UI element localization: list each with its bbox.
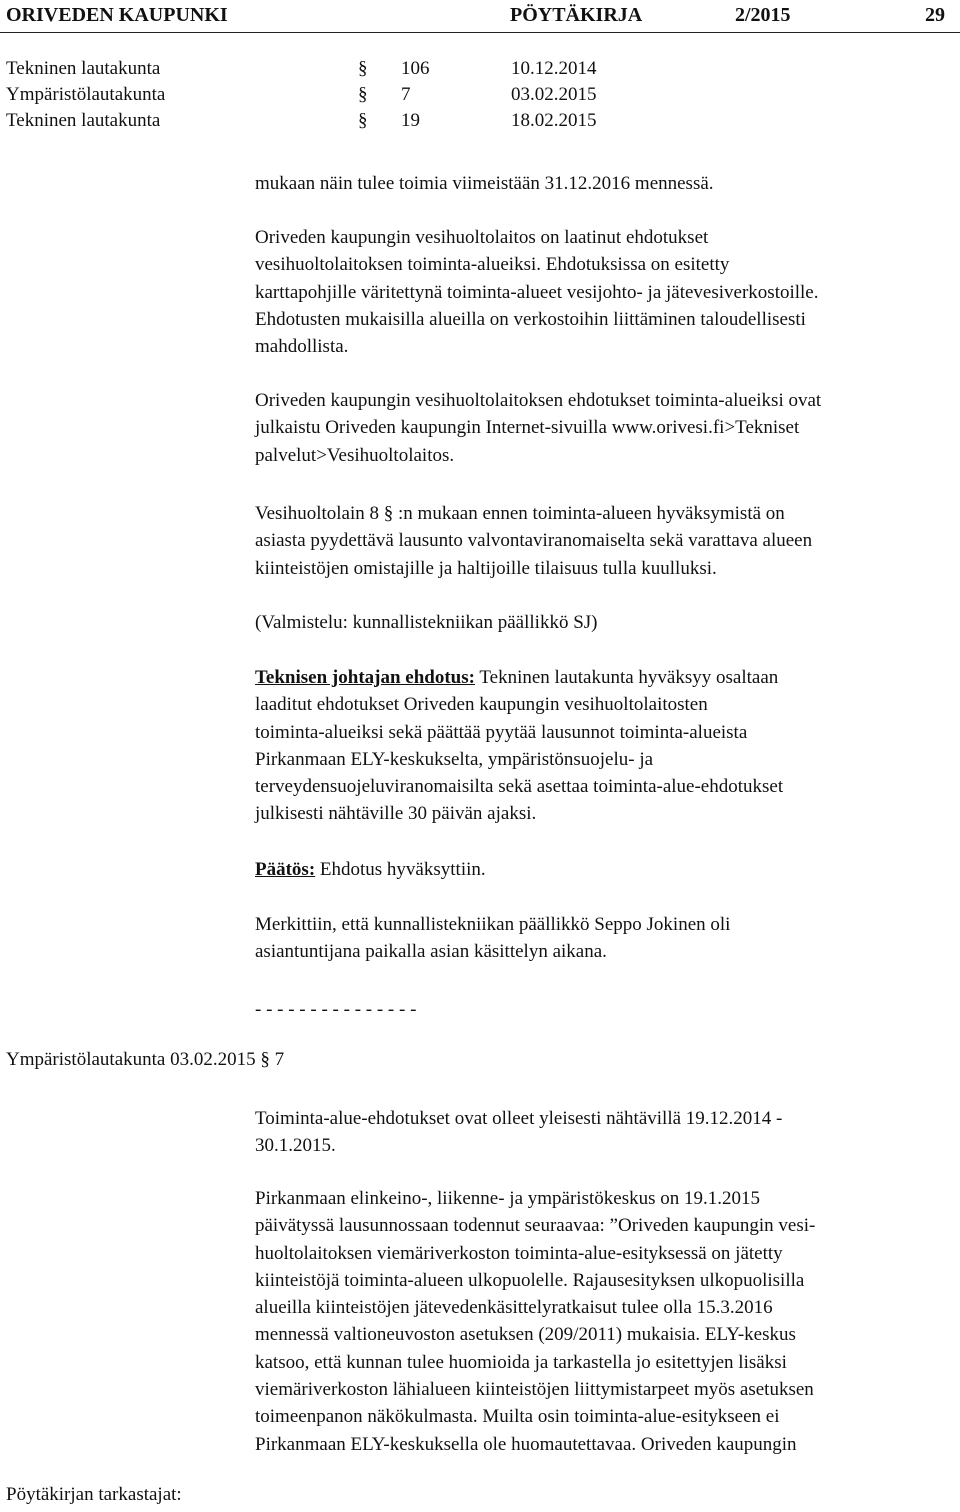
text-line: mennessä valtioneuvoston asetuksen (209/2011) mukaisia. ELY-keskus <box>255 1324 796 1346</box>
text-line: Ehdotusten mukaisilla alueilla on verkostoihin liittäminen taloudellisesti <box>255 308 806 330</box>
text-line: vesihuoltolaitoksen toiminta-alueiksi. Ehdotuksissa on esitetty <box>255 254 730 276</box>
text-line: päivätyssä lausunnossaan todennut seuraavaa: ”Oriveden kaupungin vesi- <box>255 1215 816 1237</box>
text-line: Oriveden kaupungin vesihuoltolaitoksen ehdotukset toiminta-alueiksi ovat <box>255 390 822 411</box>
text-line: viemäriverkoston lähialueen kiinteistöjen liittymistarpeet myös asetuksen <box>255 1379 814 1401</box>
text-line: julkisesti nähtäville 30 päivän ajaksi. <box>255 803 537 825</box>
decision-label: Päätös: <box>255 859 316 880</box>
paragraph-publication <box>255 387 945 469</box>
separator-line: - - - - - - - - - - - - - - - <box>255 999 417 1020</box>
paragraph-proposals <box>255 224 945 360</box>
proposal-text: Tekninen lautakunta hyväksyy osaltaan <box>474 667 779 688</box>
text-line: katsoo, että kunnan tulee huomioida ja tarkastella jo esitettyjen lisäksi <box>255 1351 787 1373</box>
reference-number: 7 <box>401 84 411 105</box>
text-line: palvelut>Vesihuoltolaitos. <box>255 444 455 466</box>
text-line: Oriveden kaupungin vesihuoltolaitos on laatinut ehdotukset <box>255 227 709 248</box>
text-line: Vesihuoltolain 8 § :n mukaan ennen toiminta-alueen hyväksymistä on <box>255 503 785 524</box>
text-line: toiminta-alueiksi sekä päättää pyytää lausunnot toiminta-alueista <box>255 721 748 743</box>
text-line <box>255 856 945 883</box>
reference-body: Ympäristölautakunta <box>6 84 166 105</box>
reference-date: 10.12.2014 <box>511 58 597 79</box>
paragraph-law <box>255 500 945 582</box>
text-line <box>255 664 945 691</box>
paragraph-preparer <box>255 609 945 636</box>
text-line: kiinteistöjen omistajille ja haltijoille tilaisuus tulla kuulluksi. <box>255 557 717 579</box>
org-name: ORIVEDEN KAUPUNKI <box>6 4 228 26</box>
section-sign-icon: § <box>358 58 368 79</box>
text-line: Pirkanmaan elinkeino-, liikenne- ja ympäristökeskus on 19.1.2015 <box>255 1188 760 1209</box>
text-line: huoltolaitoksen viemäriverkoston toiminta-alue-esityksessä on jätetty <box>255 1242 783 1264</box>
doc-type: PÖYTÄKIRJA <box>510 4 643 26</box>
reference-number: 19 <box>401 110 420 131</box>
paragraph-note <box>255 911 945 966</box>
text-line: mahdollista. <box>255 336 349 358</box>
issue-number: 2/2015 <box>735 4 791 26</box>
paragraph-proposal <box>255 664 945 828</box>
text-line: toimeenpanon näkökulmasta. Muilta osin toiminta-alue-esitykseen ei <box>255 1406 780 1428</box>
text-line: Toiminta-alue-ehdotukset ovat olleet yleisesti nähtävillä 19.12.2014 - <box>255 1108 783 1129</box>
side-reference: Ympäristölautakunta 03.02.2015 § 7 <box>6 1049 285 1070</box>
text-line: Merkittiin, että kunnallistekniikan päällikkö Seppo Jokinen oli <box>255 914 731 935</box>
paragraph-ely-statement <box>255 1185 945 1458</box>
text-line: laaditut ehdotukset Oriveden kaupungin vesihuoltolaitosten <box>255 694 708 716</box>
text-line: asiasta pyydettävä lausunto valvontaviranomaiselta sekä varattava alueen <box>255 530 813 552</box>
text-line: 30.1.2015. <box>255 1135 336 1157</box>
text-line: kiinteistöjä toiminta-alueen ulkopuolelle. Rajausesityksen ulkopuolisilla <box>255 1269 805 1291</box>
footer-reviewers: Pöytäkirjan tarkastajat: <box>6 1484 182 1505</box>
paragraph-deadline <box>255 170 945 197</box>
text-line: (Valmistelu: kunnallistekniikan päällikkö SJ) <box>255 612 598 633</box>
text-line: asiantuntijana paikalla asian käsittelyn aikana. <box>255 941 607 963</box>
text-line: karttapohjille väritettynä toiminta-alueet vesijohto- ja jätevesiverkostoille. <box>255 281 819 303</box>
text-line: alueilla kiinteistöjen jätevedenkäsittelyratkaisut tulee olla 15.3.2016 <box>255 1297 773 1319</box>
reference-number: 106 <box>401 58 430 79</box>
page-number: 29 <box>925 4 945 26</box>
reference-body: Tekninen lautakunta <box>6 58 161 79</box>
text-line: Pirkanmaan ELY-keskuksella ole huomautettavaa. Oriveden kaupungin <box>255 1433 797 1455</box>
reference-body: Tekninen lautakunta <box>6 110 161 131</box>
text-line: terveydensuojeluviranomaisilta sekä asettaa toiminta-alue-ehdotukset <box>255 776 784 798</box>
separator <box>255 996 945 1023</box>
text-line: julkaistu Oriveden kaupungin Internet-sivuilla www.orivesi.fi>Tekniset <box>255 417 800 439</box>
reference-date: 18.02.2015 <box>511 110 597 131</box>
section-sign-icon: § <box>358 110 368 131</box>
text-line: Pirkanmaan ELY-keskukselta, ympäristönsuojelu- ja <box>255 748 654 770</box>
paragraph-display-period <box>255 1105 945 1160</box>
paragraph-decision <box>255 856 945 883</box>
section-sign-icon: § <box>358 84 368 105</box>
proposal-label: Teknisen johtajan ehdotus: <box>255 667 475 688</box>
reference-date: 03.02.2015 <box>511 84 597 105</box>
text-line: mukaan näin tulee toimia viimeistään 31.12.2016 mennessä. <box>255 173 714 194</box>
decision-text: Ehdotus hyväksyttiin. <box>315 859 486 880</box>
